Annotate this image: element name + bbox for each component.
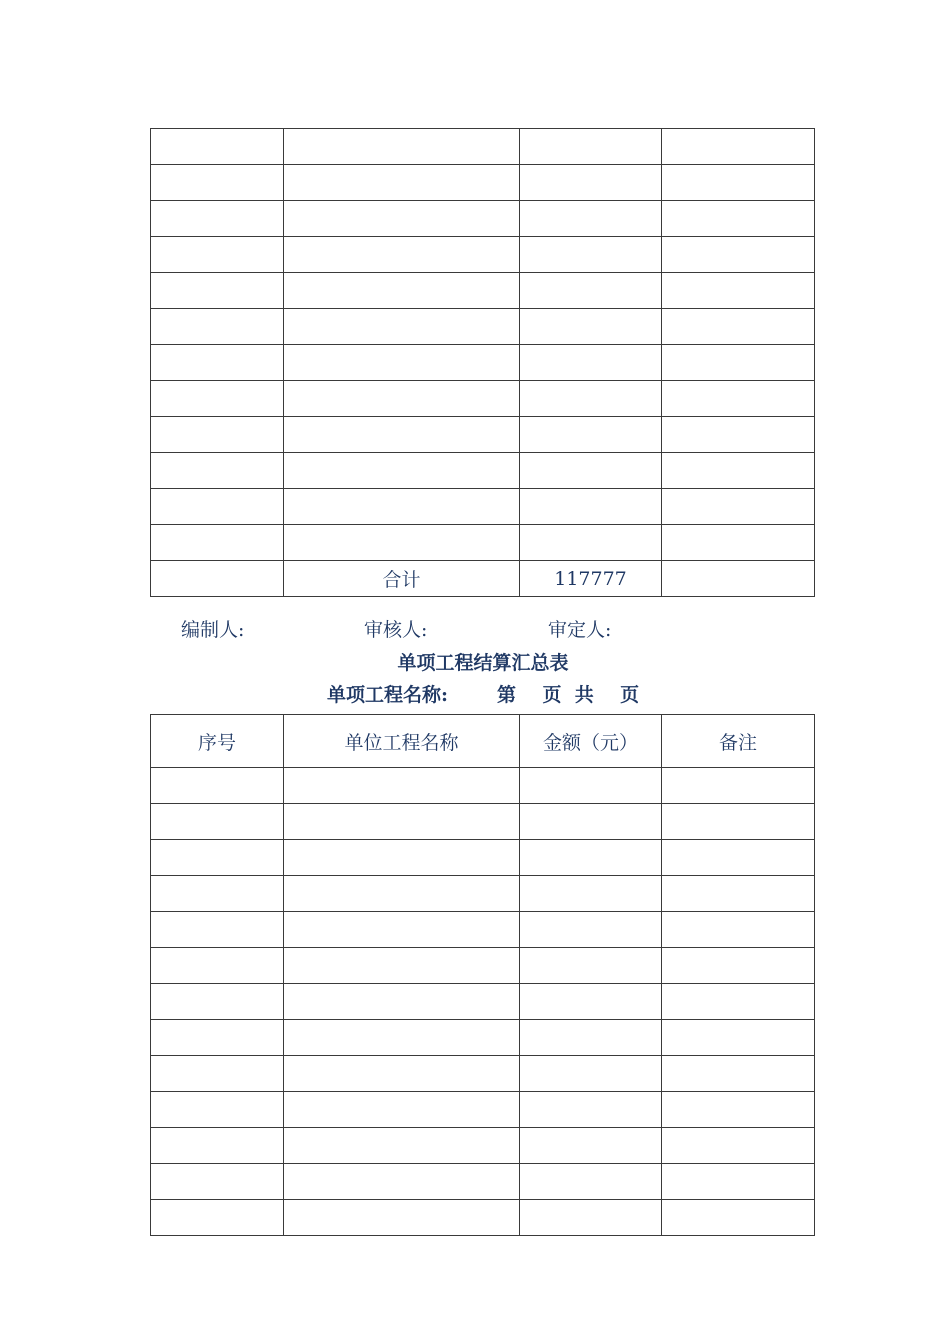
table-row: [151, 876, 815, 912]
settlement-table-continued: [150, 128, 815, 597]
table-cell: [520, 1164, 662, 1200]
table-row: [151, 525, 815, 561]
table-cell: [662, 840, 815, 876]
page-info: 第 页 共 页: [497, 684, 640, 706]
table-cell: [662, 309, 815, 345]
header-remarks: 备注: [662, 715, 815, 768]
table-row: [151, 489, 815, 525]
project-name-label: 单项工程名称:: [327, 684, 449, 706]
table-cell: [151, 1164, 284, 1200]
table-row: [151, 309, 815, 345]
table-cell: [151, 948, 284, 984]
table-cell: [662, 1164, 815, 1200]
table-row: [151, 201, 815, 237]
table-cell: [284, 237, 520, 273]
table-row: [151, 768, 815, 804]
table-cell: [284, 381, 520, 417]
total-label: 合计: [284, 561, 520, 597]
table-cell: [520, 876, 662, 912]
table-cell: [662, 489, 815, 525]
table-cell: [662, 1128, 815, 1164]
table-row: [151, 237, 815, 273]
reviewer-label: 审核人:: [364, 619, 428, 641]
table-cell: [520, 129, 662, 165]
table-cell: [284, 273, 520, 309]
table-cell: [284, 984, 520, 1020]
table-cell: [520, 453, 662, 489]
table-cell: [662, 273, 815, 309]
table-cell: [151, 345, 284, 381]
table-cell: [662, 165, 815, 201]
table-cell: [520, 345, 662, 381]
table-cell: [662, 912, 815, 948]
table-cell: [520, 381, 662, 417]
table-cell: [662, 237, 815, 273]
table-cell: [662, 201, 815, 237]
table-row: [151, 129, 815, 165]
table-cell: [520, 273, 662, 309]
table-row: [151, 1128, 815, 1164]
table-cell: [151, 768, 284, 804]
table-cell: [284, 768, 520, 804]
table-cell: [662, 1092, 815, 1128]
table-cell: [151, 840, 284, 876]
table-cell: [284, 489, 520, 525]
table-cell: [520, 948, 662, 984]
table-cell: [284, 417, 520, 453]
table-row: [151, 1200, 815, 1236]
table-cell: [284, 525, 520, 561]
table-cell: [151, 561, 284, 597]
preparer-label: 编制人:: [181, 619, 245, 641]
table-cell: [662, 876, 815, 912]
table-cell: [662, 804, 815, 840]
table-row: [151, 417, 815, 453]
table-cell: [520, 804, 662, 840]
table-cell: [520, 1092, 662, 1128]
table-cell: [284, 912, 520, 948]
table-cell: [284, 1200, 520, 1236]
table-cell: [662, 453, 815, 489]
table-row: [151, 912, 815, 948]
table-cell: [662, 129, 815, 165]
table-cell: [284, 309, 520, 345]
table-cell: [520, 417, 662, 453]
table-cell: [151, 912, 284, 948]
table-cell: [284, 876, 520, 912]
table-cell: [284, 1092, 520, 1128]
table-cell: [151, 201, 284, 237]
table-cell: [151, 453, 284, 489]
summary-table-title: 单项工程结算汇总表: [397, 652, 569, 674]
table-cell: [520, 1056, 662, 1092]
table-cell: [520, 489, 662, 525]
table-cell: [151, 1128, 284, 1164]
table-cell: [520, 984, 662, 1020]
header-serial-number: 序号: [151, 715, 284, 768]
table-cell: [284, 1020, 520, 1056]
total-row: [151, 561, 815, 597]
table-cell: [151, 129, 284, 165]
table-cell: [520, 525, 662, 561]
table-cell: [151, 309, 284, 345]
table-cell: [151, 237, 284, 273]
table-cell: [151, 1056, 284, 1092]
table-cell: [520, 237, 662, 273]
table-row: [151, 381, 815, 417]
table-cell: [151, 1092, 284, 1128]
table-cell: [151, 804, 284, 840]
table-cell: [284, 201, 520, 237]
table-cell: [284, 129, 520, 165]
table-cell: [662, 345, 815, 381]
table-cell: [520, 1020, 662, 1056]
table-cell: [284, 1164, 520, 1200]
table-cell: [520, 840, 662, 876]
header-unit-project-name: 单位工程名称: [284, 715, 520, 768]
table-cell: [284, 165, 520, 201]
table-cell: [151, 165, 284, 201]
header-amount: 金额（元）: [520, 715, 662, 768]
table-cell: [151, 489, 284, 525]
table-cell: [662, 417, 815, 453]
table-cell: [151, 876, 284, 912]
table-cell: [662, 525, 815, 561]
table-cell: [662, 1020, 815, 1056]
table-cell: [151, 984, 284, 1020]
table-cell: [284, 840, 520, 876]
table-row: [151, 840, 815, 876]
table-cell: [284, 804, 520, 840]
table-row: [151, 1020, 815, 1056]
table-cell: [520, 768, 662, 804]
table-cell: [662, 948, 815, 984]
table-cell: [151, 381, 284, 417]
table-cell: [151, 525, 284, 561]
table-cell: [662, 381, 815, 417]
table-cell: [520, 309, 662, 345]
table-row: [151, 1056, 815, 1092]
table-cell: [151, 1200, 284, 1236]
table-cell: [520, 165, 662, 201]
table-cell: [284, 948, 520, 984]
table-row: [151, 804, 815, 840]
total-amount: 117777: [520, 561, 662, 597]
table-row: [151, 948, 815, 984]
table-row: [151, 165, 815, 201]
table-cell: [520, 912, 662, 948]
table-cell: [284, 1056, 520, 1092]
table-cell: [520, 201, 662, 237]
table-header-row: [151, 715, 815, 768]
table-cell: [520, 1200, 662, 1236]
table-row: [151, 273, 815, 309]
table-cell: [151, 273, 284, 309]
table-cell: [662, 984, 815, 1020]
approver-label: 审定人:: [548, 619, 612, 641]
table-cell: [662, 768, 815, 804]
table-row: [151, 453, 815, 489]
table-cell: [520, 1128, 662, 1164]
table-cell: [662, 1200, 815, 1236]
table-cell: [284, 453, 520, 489]
table-cell: [662, 1056, 815, 1092]
summary-table: [150, 714, 815, 1236]
table-row: [151, 345, 815, 381]
table-row: [151, 984, 815, 1020]
table-cell: [284, 1128, 520, 1164]
table-row: [151, 1092, 815, 1128]
table-cell: [151, 417, 284, 453]
table-cell: [151, 1020, 284, 1056]
table-row: [151, 1164, 815, 1200]
table-cell: [662, 561, 815, 597]
signature-line: [0, 615, 950, 643]
table-cell: [284, 345, 520, 381]
